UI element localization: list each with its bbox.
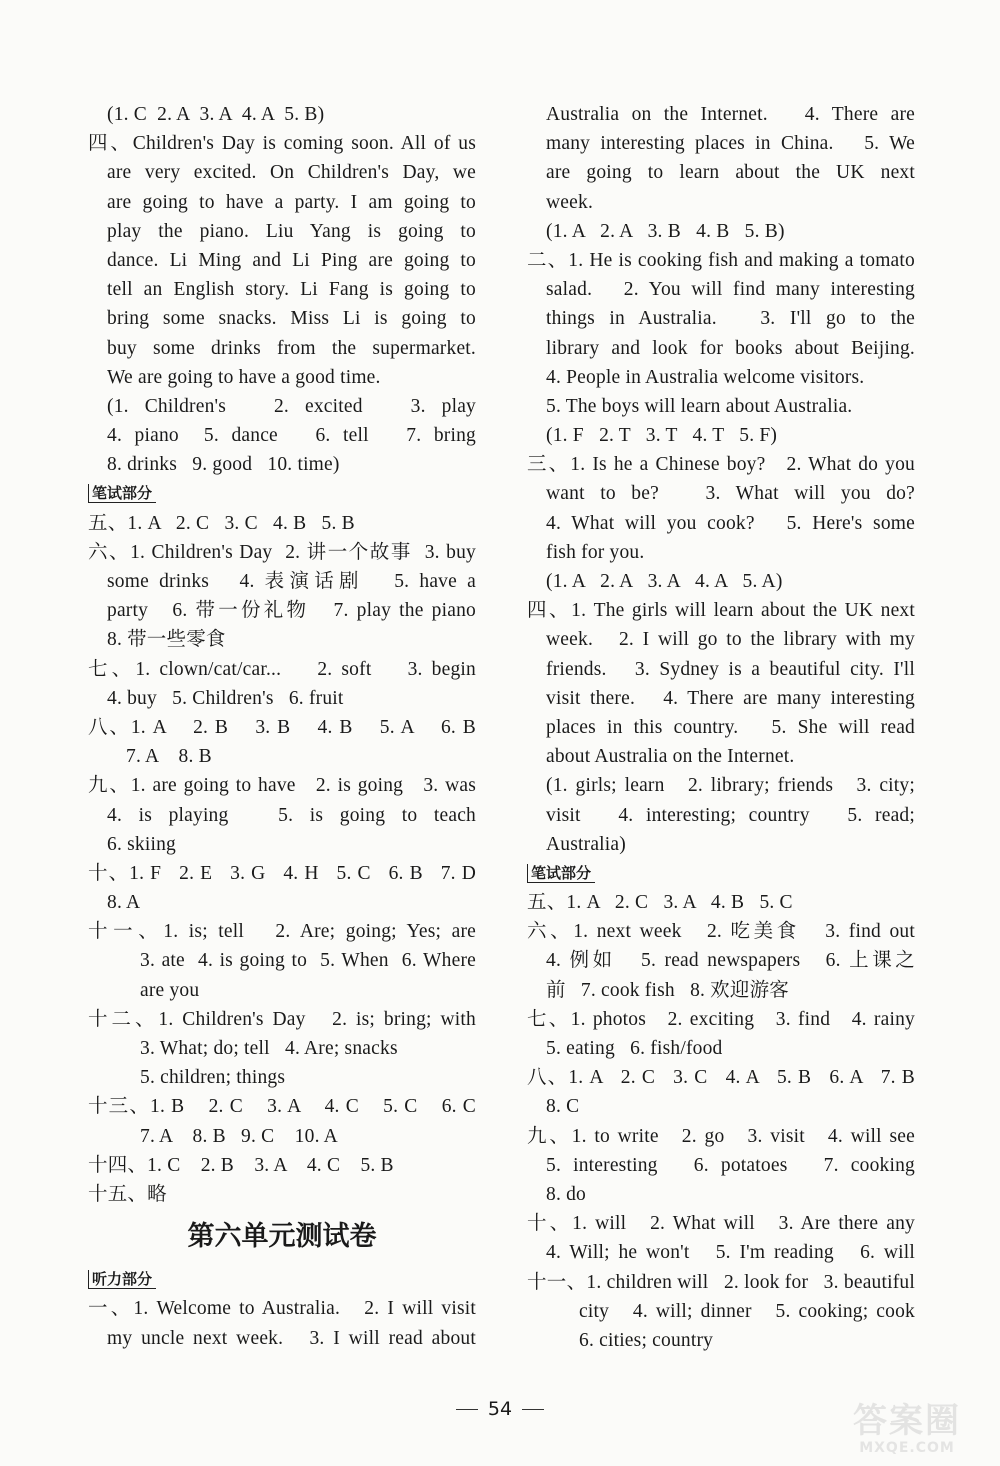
answer-line: week. (546, 191, 594, 213)
answer-line: 三、1. Is he a Chinese boy? 2. What do you (527, 454, 915, 476)
answer-line: 六、1. next week 2. 吃美食 3. find out (527, 921, 915, 943)
answer-line: 6. skiing (107, 833, 176, 855)
answer-line: fish for you. (546, 541, 645, 563)
answer-line: 一、1. Welcome to Australia. 2. I will visit (88, 1298, 476, 1320)
answer-line: 4. What will you cook? 5. Here's some (546, 512, 915, 534)
section-tag (88, 479, 476, 508)
answer-line: Australia on the Internet. 4. There are (546, 104, 915, 125)
answer-line: 4. buy 5. Children's 6. fruit (107, 687, 344, 709)
answer-line: 5. interesting 6. potatoes 7. cooking (546, 1154, 915, 1176)
answer-line: buy some drinks from the supermarket. (107, 337, 476, 359)
answer-line: about Australia on the Internet. (546, 746, 795, 768)
answer-line: 十、1. F 2. E 3. G 4. H 5. C 6. B 7. D (88, 862, 476, 884)
answer-line: salad. 2. You will find many interesting (546, 279, 915, 301)
answer-line: many interesting places in China. 5. We (546, 133, 915, 155)
answer-line: are very excited. On Children's Day, we (107, 162, 476, 184)
section-tag-label: 笔试部分 (527, 864, 595, 883)
section-tag (88, 1265, 476, 1294)
answer-line: week. 2. I will go to the library with my (546, 629, 915, 651)
answer-line: 七、1. clown/cat/car... 2. soft 3. begin (88, 658, 476, 680)
answer-line: are going to learn about the UK next (546, 162, 915, 184)
watermark-url: MXQE.COM (859, 1440, 955, 1456)
answer-line: Australia) (546, 833, 626, 855)
answer-line: 四、Children's Day is coming soon. All of us (88, 133, 476, 155)
footer-dash-right (522, 1409, 544, 1410)
answer-line: (1. girls; learn 2. library; friends 3. city; (546, 775, 915, 797)
answer-line: 3. ate 4. is going to 5. When 6. Where (140, 950, 476, 972)
answer-line: city 4. will; dinner 5. cooking; cook (579, 1300, 915, 1322)
answer-line: 5. eating 6. fish/food (546, 1038, 723, 1059)
answer-line: 六、1. Children's Day 2. 讲一个故事 3. buy (88, 541, 476, 563)
answer-line: 3. What; do; tell 4. Are; snacks (140, 1038, 398, 1059)
answer-line: 十一、1. is; tell 2. Are; going; Yes; are (88, 921, 476, 943)
answer-line: 8. 带一些零食 (107, 629, 226, 651)
answer-line: dance. Li Ming and Li Ping are going to (107, 249, 476, 271)
answer-line: places in this country. 5. She will read (546, 716, 915, 738)
answer-line: 四、1. The girls will learn about the UK next (527, 600, 915, 622)
answer-line: tell an English story. Li Fang is going to (107, 279, 476, 301)
answer-line: bring some snacks. Miss Li is going to (107, 308, 476, 330)
watermark-logo (832, 1402, 982, 1462)
answer-line: 4. is playing 5. is going to teach (107, 804, 476, 826)
answer-line: 七、1. photos 2. exciting 3. find 4. rainy (527, 1008, 915, 1030)
answer-line: 8. do (546, 1183, 586, 1205)
section-tag-label: 听力部分 (88, 1270, 156, 1289)
answer-line: 8. A (107, 892, 141, 914)
answer-line: 十四、1. C 2. B 3. A 4. C 5. B (88, 1154, 394, 1176)
answer-line: 4. Will; he won't 5. I'm reading 6. will (546, 1242, 915, 1264)
answer-line: my uncle next week. 3. I will read about (107, 1327, 476, 1349)
answer-line: 八、1. A 2. B 3. B 4. B 5. A 6. B (88, 716, 476, 738)
answer-line: some drinks 4. 表演话剧 5. have a (107, 571, 476, 592)
answer-line: 二、1. He is cooking fish and making a tomato (527, 249, 915, 271)
answer-line: 九、1. to write 2. go 3. visit 4. will see (527, 1125, 915, 1147)
unit-title: 第六单元测试卷 (187, 1221, 377, 1253)
answer-line: party 6. 带一份礼物 7. play the piano (107, 600, 476, 622)
answer-line: (1. A 2. A 3. A 4. A 5. A) (546, 571, 783, 592)
page-number: 54 (487, 1398, 513, 1420)
answer-line: 八、1. A 2. C 3. C 4. A 5. B 6. A 7. B (527, 1067, 915, 1089)
answer-line: 九、1. are going to have 2. is going 3. was (88, 775, 476, 797)
answer-line: (1. F 2. T 3. T 4. T 5. F) (546, 425, 778, 447)
answer-line: 5. children; things (140, 1067, 286, 1089)
answer-line: 五、1. A 2. C 3. C 4. B 5. B (88, 512, 355, 534)
right-column (527, 100, 915, 1355)
answer-line: are going to have a party. I am going to (107, 191, 476, 213)
answer-line: 十一、1. children will 2. look for 3. beautiful (527, 1271, 915, 1293)
watermark-title: 答案圈 (853, 1401, 961, 1441)
answer-line: (1. A 2. A 3. B 4. B 5. B) (546, 220, 785, 242)
answer-line: 4. piano 5. dance 6. tell 7. bring (107, 425, 476, 447)
answer-line: visit 4. interesting; country 5. read; (546, 804, 915, 826)
answer-line: 8. drinks 9. good 10. time) (107, 454, 340, 476)
answer-line: 十五、略 (88, 1183, 167, 1205)
answer-line: We are going to have a good time. (107, 366, 381, 388)
answer-line: 8. C (546, 1096, 580, 1118)
answer-line: 5. The boys will learn about Australia. (546, 395, 853, 417)
answer-line: things in Australia. 3. I'll go to the (546, 308, 915, 330)
answer-line: visit there. 4. There are many interesting (546, 687, 915, 709)
answer-line: 十二、1. Children's Day 2. is; bring; with (88, 1008, 476, 1030)
section-tag (527, 859, 915, 888)
footer-dash-left (456, 1409, 478, 1410)
answer-line: 4. People in Australia welcome visitors. (546, 366, 865, 388)
answer-line: 4. 例如 5. read newspapers 6. 上课之 (546, 950, 915, 972)
answer-line: play the piano. Liu Yang is going to (107, 220, 476, 242)
answer-line: library and look for books about Beijing. (546, 337, 915, 359)
answer-line: (1. C 2. A 3. A 4. A 5. B) (107, 104, 325, 125)
section-tag-label: 笔试部分 (88, 484, 156, 503)
answer-line: 五、1. A 2. C 3. A 4. B 5. C (527, 892, 793, 914)
answer-line: friends. 3. Sydney is a beautiful city. I'll (546, 658, 915, 680)
answer-line: 7. A 8. B (126, 746, 212, 768)
answer-line: are you (140, 979, 200, 1001)
answer-line: 前 7. cook fish 8. 欢迎游客 (546, 979, 789, 1001)
answer-line: 6. cities; country (579, 1329, 714, 1351)
answer-line: 十、1. will 2. What will 3. Are there any (527, 1213, 915, 1235)
answer-line: 十三、1. B 2. C 3. A 4. C 5. C 6. C (88, 1096, 476, 1118)
answer-line: 7. A 8. B 9. C 10. A (140, 1125, 338, 1147)
answer-line: (1. Children's 2. excited 3. play (107, 395, 476, 417)
left-column (88, 100, 476, 1353)
answer-line: want to be? 3. What will you do? (546, 483, 915, 505)
